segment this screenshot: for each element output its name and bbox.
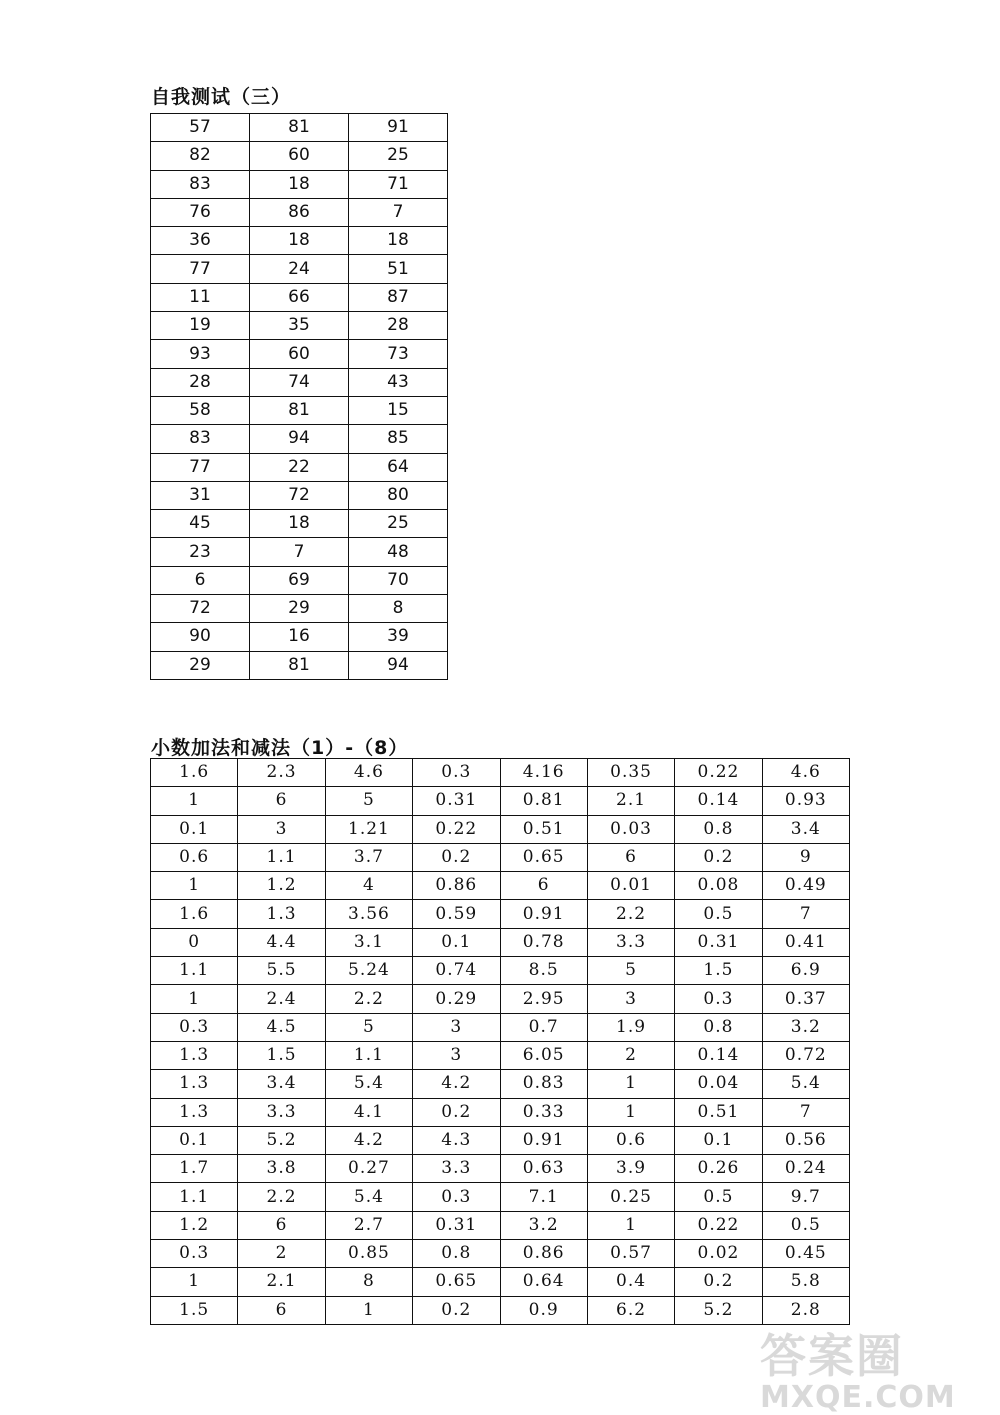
table-cell: 1: [587, 1070, 674, 1098]
table-cell: 1.2: [238, 872, 325, 900]
table-cell: 60: [250, 142, 349, 170]
table-cell: 7: [349, 198, 448, 226]
table-cell: 35: [250, 312, 349, 340]
table-row: [151, 340, 448, 368]
table-cell: 87: [349, 283, 448, 311]
table-cell: 18: [250, 170, 349, 198]
table-cell: 4.6: [325, 759, 412, 787]
table-cell: 0.6: [587, 1126, 674, 1154]
section-title-decimal-add-subtract: 小数加法和减法（1）-（8）: [151, 737, 409, 759]
table-cell: 6: [238, 1296, 325, 1324]
table-row: [151, 425, 448, 453]
table-cell: 91: [349, 114, 448, 142]
table-cell: 0.9: [500, 1296, 587, 1324]
table-cell: 7: [762, 1098, 849, 1126]
table-cell: 0.86: [413, 872, 500, 900]
table-cell: 36: [151, 227, 250, 255]
table-cell: 0.6: [151, 843, 238, 871]
table-cell: 5.24: [325, 957, 412, 985]
table-cell: 4.6: [762, 759, 849, 787]
table-cell: 1.6: [151, 759, 238, 787]
table-cell: 3: [413, 1041, 500, 1069]
table-row: [151, 1183, 850, 1211]
table-row: [151, 957, 850, 985]
table-cell: 1.3: [238, 900, 325, 928]
table-cell: 6.05: [500, 1041, 587, 1069]
table-row: [151, 595, 448, 623]
self-test-answer-table: [150, 113, 448, 680]
table-cell: 64: [349, 453, 448, 481]
table-row: [151, 510, 448, 538]
table-row: [151, 623, 448, 651]
table-cell: 0.72: [762, 1041, 849, 1069]
table-cell: 73: [349, 340, 448, 368]
table-cell: 2.2: [325, 985, 412, 1013]
table-cell: 0.8: [675, 1013, 762, 1041]
table-cell: 0.02: [675, 1240, 762, 1268]
table-cell: 29: [250, 595, 349, 623]
table-cell: 2.95: [500, 985, 587, 1013]
table-cell: 1.1: [238, 843, 325, 871]
watermark-logo: [760, 1320, 956, 1415]
table-cell: 48: [349, 538, 448, 566]
table-cell: 3.4: [762, 815, 849, 843]
table-row: [151, 843, 850, 871]
table-cell: 5.5: [238, 957, 325, 985]
table-cell: 4.5: [238, 1013, 325, 1041]
table-cell: 0.31: [413, 1211, 500, 1239]
table-cell: 1.3: [151, 1070, 238, 1098]
table-cell: 0.2: [675, 1268, 762, 1296]
table-cell: 28: [349, 312, 448, 340]
table-cell: 7: [762, 900, 849, 928]
table-cell: 80: [349, 481, 448, 509]
table-cell: 31: [151, 481, 250, 509]
table-cell: 19: [151, 312, 250, 340]
section-title-self-test: 自我测试（三）: [151, 86, 292, 108]
table-cell: 2.2: [587, 900, 674, 928]
table-row: [151, 1126, 850, 1154]
table-row: [151, 170, 448, 198]
table-cell: 1: [587, 1098, 674, 1126]
table-cell: 45: [151, 510, 250, 538]
table-cell: 29: [151, 651, 250, 679]
table-cell: 0.04: [675, 1070, 762, 1098]
table-cell: 1.3: [151, 1041, 238, 1069]
table-cell: 2.4: [238, 985, 325, 1013]
table-cell: 0.78: [500, 928, 587, 956]
table-cell: 8.5: [500, 957, 587, 985]
table-cell: 0.27: [325, 1155, 412, 1183]
table-row: [151, 900, 850, 928]
table-cell: 4.4: [238, 928, 325, 956]
table-cell: 81: [250, 651, 349, 679]
decimal-answer-table: [150, 758, 850, 1325]
table-row: [151, 114, 448, 142]
table-cell: 1.1: [151, 957, 238, 985]
table-cell: 51: [349, 255, 448, 283]
table-cell: 1: [151, 1268, 238, 1296]
table-cell: 1.7: [151, 1155, 238, 1183]
table-cell: 2.2: [238, 1183, 325, 1211]
table-cell: 58: [151, 396, 250, 424]
table-cell: 2.1: [238, 1268, 325, 1296]
table-cell: 0.74: [413, 957, 500, 985]
table-cell: 0.1: [151, 1126, 238, 1154]
table-cell: 0: [151, 928, 238, 956]
table-cell: 5.2: [675, 1296, 762, 1324]
table-cell: 0.31: [413, 787, 500, 815]
table-cell: 3.7: [325, 843, 412, 871]
table-cell: 70: [349, 566, 448, 594]
table-row: [151, 872, 850, 900]
table-cell: 0.22: [675, 1211, 762, 1239]
table-row: [151, 1098, 850, 1126]
table-row: [151, 1070, 850, 1098]
table-cell: 0.91: [500, 1126, 587, 1154]
table-cell: 25: [349, 510, 448, 538]
table-cell: 0.83: [500, 1070, 587, 1098]
table-cell: 0.59: [413, 900, 500, 928]
table-cell: 1: [151, 787, 238, 815]
table-cell: 15: [349, 396, 448, 424]
table-cell: 0.63: [500, 1155, 587, 1183]
table-cell: 1: [151, 872, 238, 900]
table-row: [151, 1211, 850, 1239]
table-cell: 3.9: [587, 1155, 674, 1183]
table-cell: 0.1: [413, 928, 500, 956]
table-cell: 5.4: [325, 1070, 412, 1098]
table-cell: 24: [250, 255, 349, 283]
table-cell: 2: [238, 1240, 325, 1268]
table-cell: 9: [762, 843, 849, 871]
table-cell: 18: [250, 510, 349, 538]
table-row: [151, 142, 448, 170]
table-cell: 23: [151, 538, 250, 566]
table-cell: 4.16: [500, 759, 587, 787]
table-cell: 81: [250, 114, 349, 142]
table-cell: 0.3: [151, 1013, 238, 1041]
table-row: [151, 759, 850, 787]
table-cell: 0.81: [500, 787, 587, 815]
table-row: [151, 396, 448, 424]
table-cell: 0.45: [762, 1240, 849, 1268]
table-cell: 25: [349, 142, 448, 170]
table-cell: 3: [238, 815, 325, 843]
table-cell: 1: [587, 1211, 674, 1239]
table-cell: 6: [587, 843, 674, 871]
table-row: [151, 928, 850, 956]
table-cell: 5.4: [762, 1070, 849, 1098]
table-cell: 1.2: [151, 1211, 238, 1239]
table-cell: 74: [250, 368, 349, 396]
table-row: [151, 453, 448, 481]
table-cell: 3.1: [325, 928, 412, 956]
table-cell: 5: [325, 1013, 412, 1041]
table-cell: 0.7: [500, 1013, 587, 1041]
table-cell: 0.91: [500, 900, 587, 928]
table-cell: 1.5: [151, 1296, 238, 1324]
table-cell: 90: [151, 623, 250, 651]
table-cell: 7: [250, 538, 349, 566]
table-cell: 3.3: [587, 928, 674, 956]
table-cell: 0.41: [762, 928, 849, 956]
table-cell: 6: [238, 1211, 325, 1239]
table-row: [151, 538, 448, 566]
table-cell: 72: [151, 595, 250, 623]
table-cell: 3.3: [238, 1098, 325, 1126]
table-cell: 60: [250, 340, 349, 368]
table-cell: 0.86: [500, 1240, 587, 1268]
table-cell: 39: [349, 623, 448, 651]
watermark-bottom-text: MXQE.COM: [760, 1380, 956, 1415]
table-cell: 71: [349, 170, 448, 198]
table-row: [151, 985, 850, 1013]
table-row: [151, 566, 448, 594]
table-cell: 6: [238, 787, 325, 815]
table-cell: 0.22: [675, 759, 762, 787]
table-row: [151, 1013, 850, 1041]
table-cell: 0.51: [675, 1098, 762, 1126]
table-cell: 5.2: [238, 1126, 325, 1154]
table-cell: 16: [250, 623, 349, 651]
watermark-top-text: 答案圈: [760, 1329, 904, 1383]
table-cell: 2: [587, 1041, 674, 1069]
table-cell: 0.37: [762, 985, 849, 1013]
table-cell: 76: [151, 198, 250, 226]
table-cell: 28: [151, 368, 250, 396]
table-cell: 1.9: [587, 1013, 674, 1041]
table-cell: 0.64: [500, 1268, 587, 1296]
table-cell: 4: [325, 872, 412, 900]
table-cell: 94: [349, 651, 448, 679]
table-cell: 0.2: [675, 843, 762, 871]
table-cell: 0.65: [413, 1268, 500, 1296]
table-cell: 0.2: [413, 1098, 500, 1126]
table-cell: 43: [349, 368, 448, 396]
table-row: [151, 368, 448, 396]
table-cell: 0.29: [413, 985, 500, 1013]
table-cell: 0.5: [675, 1183, 762, 1211]
table-cell: 22: [250, 453, 349, 481]
table-row: [151, 227, 448, 255]
table-row: [151, 312, 448, 340]
table-cell: 0.51: [500, 815, 587, 843]
table-cell: 82: [151, 142, 250, 170]
table-cell: 0.03: [587, 815, 674, 843]
table-cell: 4.2: [413, 1070, 500, 1098]
table-cell: 0.33: [500, 1098, 587, 1126]
table-cell: 1.6: [151, 900, 238, 928]
table-cell: 6.9: [762, 957, 849, 985]
table-cell: 2.3: [238, 759, 325, 787]
table-cell: 0.8: [413, 1240, 500, 1268]
table-cell: 3.8: [238, 1155, 325, 1183]
table-cell: 4.1: [325, 1098, 412, 1126]
table-cell: 0.31: [675, 928, 762, 956]
table-cell: 83: [151, 170, 250, 198]
table-cell: 0.85: [325, 1240, 412, 1268]
table-cell: 0.3: [413, 759, 500, 787]
table-cell: 0.5: [762, 1211, 849, 1239]
table-cell: 0.3: [413, 1183, 500, 1211]
table-cell: 2.1: [587, 787, 674, 815]
table-cell: 5: [325, 787, 412, 815]
table-cell: 3: [587, 985, 674, 1013]
table-cell: 57: [151, 114, 250, 142]
table-cell: 5: [587, 957, 674, 985]
table-cell: 0.56: [762, 1126, 849, 1154]
table-cell: 0.08: [675, 872, 762, 900]
table-cell: 72: [250, 481, 349, 509]
table-cell: 18: [250, 227, 349, 255]
table-row: [151, 198, 448, 226]
table-cell: 69: [250, 566, 349, 594]
table-row: [151, 651, 448, 679]
table-cell: 1.3: [151, 1098, 238, 1126]
table-cell: 5.4: [325, 1183, 412, 1211]
table-cell: 0.01: [587, 872, 674, 900]
table-row: [151, 283, 448, 311]
table-cell: 6: [500, 872, 587, 900]
table-cell: 8: [349, 595, 448, 623]
table-row: [151, 481, 448, 509]
table-cell: 0.1: [675, 1126, 762, 1154]
table-cell: 3.4: [238, 1070, 325, 1098]
table-row: [151, 1041, 850, 1069]
table-cell: 0.57: [587, 1240, 674, 1268]
table-cell: 0.1: [151, 815, 238, 843]
table-cell: 1.1: [325, 1041, 412, 1069]
table-cell: 6.2: [587, 1296, 674, 1324]
table-row: [151, 1155, 850, 1183]
table-cell: 2.8: [762, 1296, 849, 1324]
table-cell: 0.93: [762, 787, 849, 815]
table-cell: 3.2: [762, 1013, 849, 1041]
table-row: [151, 1296, 850, 1324]
table-cell: 0.2: [413, 1296, 500, 1324]
table-row: [151, 1240, 850, 1268]
table-cell: 0.5: [675, 900, 762, 928]
table-cell: 1.5: [238, 1041, 325, 1069]
table-cell: 1.21: [325, 815, 412, 843]
table-cell: 3.3: [413, 1155, 500, 1183]
table-cell: 1.5: [675, 957, 762, 985]
table-cell: 4.2: [325, 1126, 412, 1154]
table-cell: 1.1: [151, 1183, 238, 1211]
table-cell: 0.65: [500, 843, 587, 871]
table-cell: 0.4: [587, 1268, 674, 1296]
table-cell: 0.49: [762, 872, 849, 900]
table-cell: 2.7: [325, 1211, 412, 1239]
table-cell: 1: [325, 1296, 412, 1324]
table-cell: 11: [151, 283, 250, 311]
table-row: [151, 787, 850, 815]
table-row: [151, 815, 850, 843]
table-cell: 77: [151, 255, 250, 283]
table-cell: 9.7: [762, 1183, 849, 1211]
table-cell: 77: [151, 453, 250, 481]
table-cell: 0.14: [675, 1041, 762, 1069]
table-cell: 0.8: [675, 815, 762, 843]
table-cell: 0.3: [675, 985, 762, 1013]
table-cell: 3.2: [500, 1211, 587, 1239]
table-cell: 3.56: [325, 900, 412, 928]
table-cell: 7.1: [500, 1183, 587, 1211]
table-row: [151, 1268, 850, 1296]
table-cell: 8: [325, 1268, 412, 1296]
table-cell: 4.3: [413, 1126, 500, 1154]
table-cell: 18: [349, 227, 448, 255]
table-cell: 85: [349, 425, 448, 453]
table-cell: 94: [250, 425, 349, 453]
table-cell: 0.24: [762, 1155, 849, 1183]
table-cell: 93: [151, 340, 250, 368]
table-cell: 3: [413, 1013, 500, 1041]
table-cell: 0.14: [675, 787, 762, 815]
table-cell: 0.3: [151, 1240, 238, 1268]
table-cell: 1: [151, 985, 238, 1013]
table-cell: 0.25: [587, 1183, 674, 1211]
table-cell: 6: [151, 566, 250, 594]
table-cell: 0.22: [413, 815, 500, 843]
table-cell: 0.35: [587, 759, 674, 787]
table-cell: 0.26: [675, 1155, 762, 1183]
table-cell: 86: [250, 198, 349, 226]
table-cell: 81: [250, 396, 349, 424]
table-cell: 83: [151, 425, 250, 453]
table-cell: 66: [250, 283, 349, 311]
table-cell: 5.8: [762, 1268, 849, 1296]
table-cell: 0.2: [413, 843, 500, 871]
table-row: [151, 255, 448, 283]
